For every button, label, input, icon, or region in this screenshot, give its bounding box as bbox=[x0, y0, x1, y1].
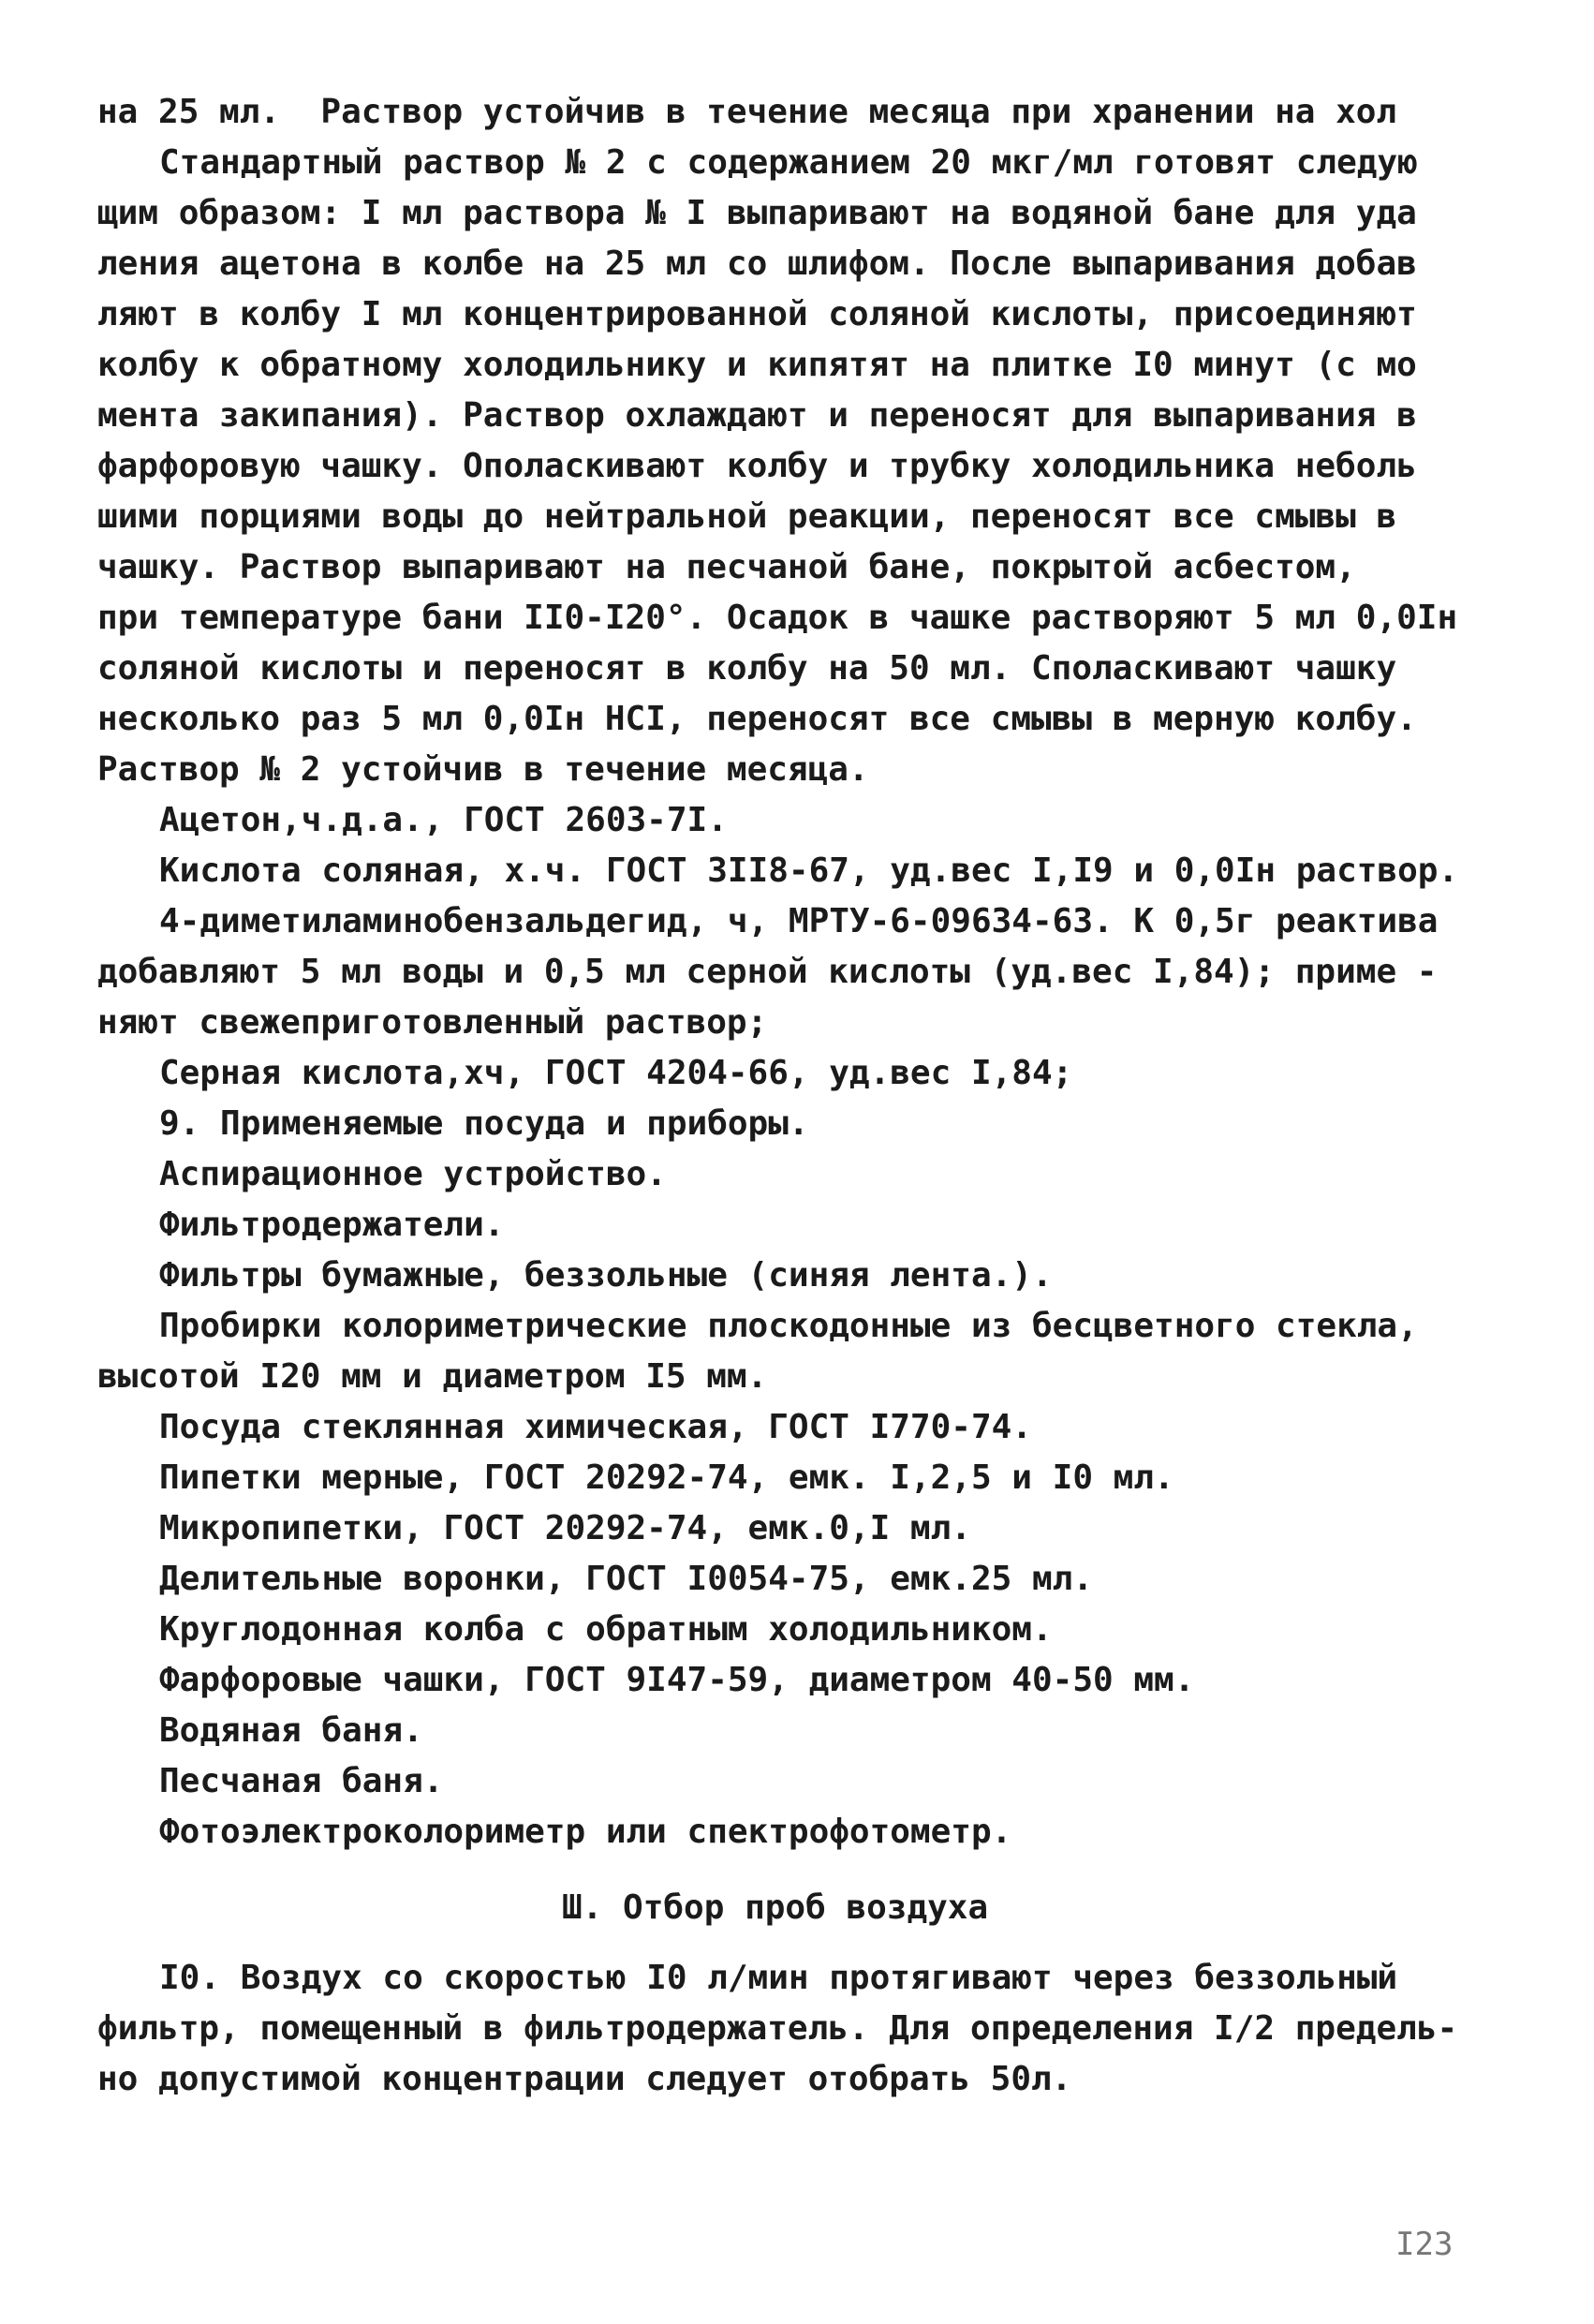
text-line-18: добавляют 5 мл воды и 0,5 мл серной кислоты (уд.вес I,84); приме - bbox=[97, 953, 1438, 991]
text-line-13: несколько раз 5 мл 0,0Iн HCI, переносят все смывы в мерную колбу. bbox=[97, 700, 1417, 738]
text-line-24: Фильтры бумажные, беззольные (синяя лента.). bbox=[159, 1256, 1053, 1295]
text-line-20: Серная кислота,хч, ГОСТ 4204-66, уд.вес I,84; bbox=[159, 1054, 1073, 1092]
text-line-39: но допустимой концентрации следует отобрать 50л. bbox=[97, 2060, 1072, 2098]
text-line-25: Пробирки колориметрические плоскодонные из бесцветного стекла, bbox=[159, 1307, 1418, 1345]
text-line-19: няют свежеприготовленный раствор; bbox=[97, 1003, 768, 1042]
text-line-27: Посуда стеклянная химическая, ГОСТ I770-74. bbox=[159, 1408, 1032, 1446]
text-line-21: 9. Применяемые посуда и приборы. bbox=[159, 1104, 809, 1143]
text-line-29: Микропипетки, ГОСТ 20292-74, емк.0,I мл. bbox=[159, 1509, 971, 1547]
section-heading: Ш. Отбор проб воздуха bbox=[562, 1888, 989, 1927]
text-line-31: Круглодонная колба с обратным холодильником. bbox=[159, 1610, 1053, 1649]
text-line-26: высотой I20 мм и диаметром I5 мм. bbox=[97, 1357, 768, 1396]
text-line-14: Раствор № 2 устойчив в течение месяца. bbox=[97, 750, 869, 789]
text-line-37: I0. Воздух со скоростью I0 л/мин протягивают через беззольный bbox=[159, 1959, 1398, 1997]
text-line-34: Песчаная баня. bbox=[159, 1762, 444, 1800]
text-line-11: при температуре бани II0-I20°. Осадок в чашке растворяют 5 мл 0,0Iн bbox=[97, 599, 1458, 637]
text-line-4: ления ацетона в колбе на 25 мл со шлифом. После выпаривания добав bbox=[97, 244, 1417, 283]
text-line-30: Делительные воронки, ГОСТ I0054-75, емк.25 мл. bbox=[159, 1560, 1093, 1598]
page-number: I23 bbox=[1395, 2226, 1454, 2263]
text-line-12: соляной кислоты и переносят в колбу на 50 мл. Споласкивают чашку bbox=[97, 649, 1397, 688]
text-line-10: чашку. Раствор выпаривают на песчаной бане, покрытой асбестом, bbox=[97, 548, 1356, 586]
text-line-23: Фильтродержатели. bbox=[159, 1206, 505, 1244]
text-line-9: шими порциями воды до нейтральной реакции, переносят все смывы в bbox=[97, 497, 1397, 536]
text-line-17: 4-диметиламинобензальдегид, ч, МРТУ-6-09634-63. К 0,5г реактива bbox=[159, 902, 1439, 940]
text-line-28: Пипетки мерные, ГОСТ 20292-74, емк. I,2,5 и I0 мл. bbox=[159, 1458, 1174, 1497]
text-line-35: Фотоэлектроколориметр или спектрофотометр. bbox=[159, 1813, 1012, 1851]
text-line-22: Аспирационное устройство. bbox=[159, 1155, 667, 1193]
text-line-2: Стандартный раствор № 2 с содержанием 20 мкг/мл готовят следую bbox=[159, 143, 1418, 182]
text-line-8: фарфоровую чашку. Ополаскивают колбу и трубку холодильника неболь bbox=[97, 447, 1417, 485]
text-line-16: Кислота соляная, х.ч. ГОСТ 3II8-67, уд.вес I,I9 и 0,0Iн раствор. bbox=[159, 851, 1459, 890]
text-line-7: мента закипания). Раствор охлаждают и переносят для выпаривания в bbox=[97, 396, 1417, 435]
text-line-3: щим образом: I мл раствора № I выпаривают на водяной бане для уда bbox=[97, 194, 1417, 232]
text-line-6: колбу к обратному холодильнику и кипятят на плитке I0 минут (с мо bbox=[97, 346, 1417, 384]
text-line-38: фильтр, помещенный в фильтродержатель. Для определения I/2 предель- bbox=[97, 2009, 1458, 2048]
text-line-33: Водяная баня. bbox=[159, 1711, 423, 1750]
text-line-5: ляют в колбу I мл концентрированной соляной кислоты, присоединяют bbox=[97, 295, 1417, 333]
text-line-1: на 25 мл. Раствор устойчив в течение месяца при хранении на хол bbox=[97, 93, 1397, 131]
text-line-32: Фарфоровые чашки, ГОСТ 9I47-59, диаметром 40-50 мм. bbox=[159, 1661, 1195, 1699]
text-line-15: Ацетон,ч.д.а., ГОСТ 2603-7I. bbox=[159, 801, 728, 839]
